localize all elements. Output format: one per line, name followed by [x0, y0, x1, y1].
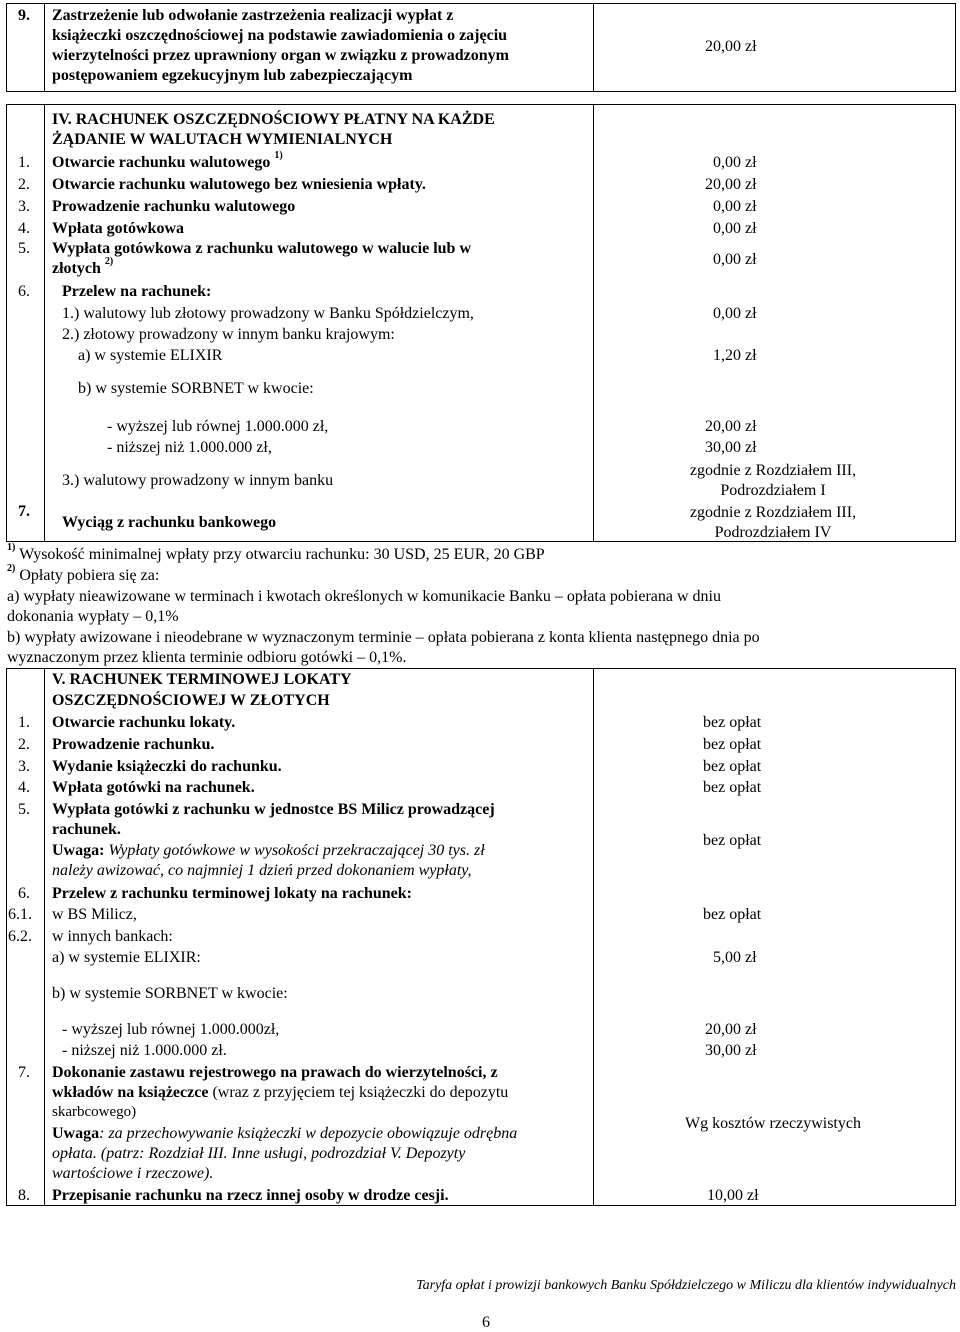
s5-r7-line-3: skarbcowego) [52, 1104, 137, 1120]
s5-r1-fee: bez opłat [703, 714, 762, 731]
s4-r6-label: Przelew na rachunek: [62, 283, 212, 300]
s9-fee: 20,00 zł [705, 38, 757, 55]
s5-r62b2-fee: 30,00 zł [705, 1042, 757, 1059]
s4-r6c-fee-2: Podrozdziałem I [720, 482, 826, 499]
s4-r7-label: Wyciąg z rachunku bankowego [62, 514, 277, 531]
s4-r5-fee: 0,00 zł [713, 251, 757, 268]
s5-r5-label-1: Wypłata gotówki z rachunku w jednostce BS Milicz prowadzącej [52, 801, 495, 818]
footnote-2: $^{2)}$ Opłaty pobiera się za: [7, 563, 160, 584]
s4-r6a-label: 1.) walutowy lub złotowy prowadzony w Banku Spółdzielczym, [62, 305, 474, 322]
s4-r3-label: Prowadzenie rachunku walutowego [52, 198, 296, 215]
s5-r5-label-2: rachunek. [52, 821, 121, 838]
s9-line2: książeczki oszczędnościowej na podstawie zawiadomienia o zajęciu [52, 27, 508, 44]
s5-r62b1-label: - wyższej lub równej 1.000.000zł, [62, 1021, 280, 1038]
s4-r6a-fee: 0,00 zł [713, 305, 757, 322]
s4-title-1: IV. RACHUNEK OSZCZĘDNOŚCIOWY PŁATNY NA KAŻDE [52, 111, 495, 128]
footnote-a-2: dokonania wypłaty – 0,1% [7, 608, 179, 625]
s4-r2-label: Otwarcie rachunku walutowego bez wniesienia wpłaty. [52, 176, 426, 193]
s5-r7-note-3: wartościowe i rzeczowe). [52, 1165, 214, 1182]
s5-r62a-label: a) w systemie ELIXIR: [52, 949, 201, 966]
s9-line4: postępowaniem egzekucyjnym lub zabezpieczającym [52, 67, 413, 84]
s4-r6c-label: 3.) walutowy prowadzony w innym banku [62, 472, 334, 489]
s4-r5-label-1: Wypłata gotówkowa z rachunku walutowego w walucie lub w [52, 240, 471, 257]
s5-r4-label: Wpłata gotówki na rachunek. [52, 779, 255, 796]
s5-r4-num: 4. [18, 779, 30, 796]
s4-r6b-b2-fee: 30,00 zł [705, 439, 757, 456]
s5-r61-label: w BS Milicz, [52, 906, 137, 923]
s4-title-2: ŻĄDANIE W WALUTACH WYMIENIALNYCH [52, 131, 393, 148]
s4-r4-fee: 0,00 zł [713, 220, 757, 237]
s5-r62a-fee: 5,00 zł [713, 949, 757, 966]
s5-r7-note-2: opłata. (patrz: Rozdział III. Inne usługi, podrozdział V. Depozyty [52, 1145, 466, 1162]
s5-r61-num: 6.1. [8, 906, 32, 923]
footer-text: Taryfa opłat i prowizji bankowych Banku Spółdzielczego w Miliczu dla klientów indywidualnych [416, 1278, 956, 1293]
s4-r7-fee-2: Podrozdziałem IV [714, 524, 832, 541]
s5-title-2: OSZCZĘDNOŚCIOWEJ W ZŁOTYCH [52, 692, 330, 709]
s4-r3-num: 3. [18, 198, 30, 215]
footnote-b-2: wyznaczonym przez klienta terminie odbioru gotówki – 0,1%. [7, 649, 407, 666]
s4-r6b-b-label: b) w systemie SORBNET w kwocie: [78, 380, 314, 397]
s4-r4-label: Wpłata gotówkowa [52, 220, 185, 237]
s5-r8-num: 8. [18, 1187, 30, 1204]
s4-r6-num: 6. [18, 283, 30, 300]
s4-r6b-label: 2.) złotowy prowadzony w innym banku krajowym: [62, 326, 395, 343]
s5-r8-fee: 10,00 zł [707, 1187, 759, 1204]
s5-r2-fee: bez opłat [703, 736, 762, 753]
footnote-1: $^{1)}$ Wysokość minimalnej wpłaty przy otwarciu rachunku: 30 USD, 25 EUR, 20 GBP [7, 542, 545, 563]
s5-r6-label: Przelew z rachunku terminowej lokaty na rachunek: [52, 885, 412, 902]
s5-r3-num: 3. [18, 758, 30, 775]
s4-r6b-b1-fee: 20,00 zł [705, 418, 757, 435]
s5-r4-fee: bez opłat [703, 779, 762, 796]
s5-r62b1-fee: 20,00 zł [705, 1021, 757, 1038]
s9-num: 9. [18, 7, 30, 24]
s5-r7-num: 7. [18, 1064, 30, 1081]
s5-r5-note-2: należy awizować, co najmniej 1 dzień przed dokonaniem wypłaty, [52, 862, 472, 879]
s4-r7-num: 7. [18, 503, 30, 520]
s5-r5-note-1: Uwaga: Wypłaty gotówkowe w wysokości przekraczającej 30 tys. zł [52, 842, 485, 859]
s5-r61-fee: bez opłat [703, 906, 762, 923]
s4-r6b-a-label: a) w systemie ELIXIR [78, 347, 223, 364]
s5-r8-label: Przepisanie rachunku na rzecz innej osoby w drodze cesji. [52, 1187, 449, 1204]
s5-r7-line-2: wkładów na książeczce (wraz z przyjęciem tej książeczki do depozytu [52, 1084, 509, 1101]
s4-r2-num: 2. [18, 176, 30, 193]
s4-r4-num: 4. [18, 220, 30, 237]
s5-r3-label: Wydanie książeczki do rachunku. [52, 758, 282, 775]
s5-r2-num: 2. [18, 736, 30, 753]
s5-r7-line-1: Dokonanie zastawu rejestrowego na prawach do wierzytelności, z [52, 1064, 498, 1081]
page-number: 6 [482, 1314, 490, 1331]
s5-r7-note-1: Uwaga: za przechowywanie książeczki w depozycie obowiązuje odrębna [52, 1125, 518, 1142]
footnote-b-1: b) wypłaty awizowane i nieodebrane w wyznaczonym terminie – opłata pobierana z konta klienta następnego dnia po [7, 629, 760, 646]
s4-r6b-b2-label: - niższej niż 1.000.000 zł, [107, 439, 272, 456]
s4-r2-fee: 20,00 zł [705, 176, 757, 193]
s5-r2-label: Prowadzenie rachunku. [52, 736, 215, 753]
s4-r6b-a-fee: 1,20 zł [713, 347, 757, 364]
s5-r1-num: 1. [18, 714, 30, 731]
s5-title-1: V. RACHUNEK TERMINOWEJ LOKATY [52, 671, 352, 688]
s4-r7-fee-1: zgodnie z Rozdziałem III, [689, 504, 857, 521]
s5-r62b-label: b) w systemie SORBNET w kwocie: [52, 985, 288, 1002]
s4-r5-num: 5. [18, 240, 30, 257]
s9-line3: wierzytelności przez uprawniony organ w związku z prowadzonym [52, 47, 509, 64]
s4-r5-label-2: złotych $^{2)}$ [52, 256, 114, 277]
s4-r6b-b1-label: - wyższej lub równej 1.000.000 zł, [107, 418, 329, 435]
s4-r1-fee: 0,00 zł [713, 154, 757, 171]
s5-r7-fee: Wg kosztów rzeczywistych [685, 1115, 861, 1132]
s5-r1-label: Otwarcie rachunku lokaty. [52, 714, 236, 731]
s5-r5-num: 5. [18, 801, 30, 818]
s4-r3-fee: 0,00 zł [713, 198, 757, 215]
s5-r6-num: 6. [18, 885, 30, 902]
footnote-a-1: a) wypłaty nieawizowane w terminach i kwotach określonych w komunikacie Banku – opłata pobierana w dniu [7, 588, 721, 605]
s4-r1-label: Otwarcie rachunku walutowego $^{1)}$ [52, 150, 283, 171]
s5-r5-fee: bez opłat [703, 832, 762, 849]
s9-line1: Zastrzeżenie lub odwołanie zastrzeżenia realizacji wypłat z [52, 7, 454, 24]
s5-r62b2-label: - niższej niż 1.000.000 zł. [62, 1042, 227, 1059]
s4-r6c-fee-1: zgodnie z Rozdziałem III, [689, 462, 857, 479]
s4-r1-num: 1. [18, 154, 30, 171]
s5-r62-label: w innych bankach: [52, 928, 173, 945]
s5-r62-num: 6.2. [8, 928, 32, 945]
s5-r3-fee: bez opłat [703, 758, 762, 775]
